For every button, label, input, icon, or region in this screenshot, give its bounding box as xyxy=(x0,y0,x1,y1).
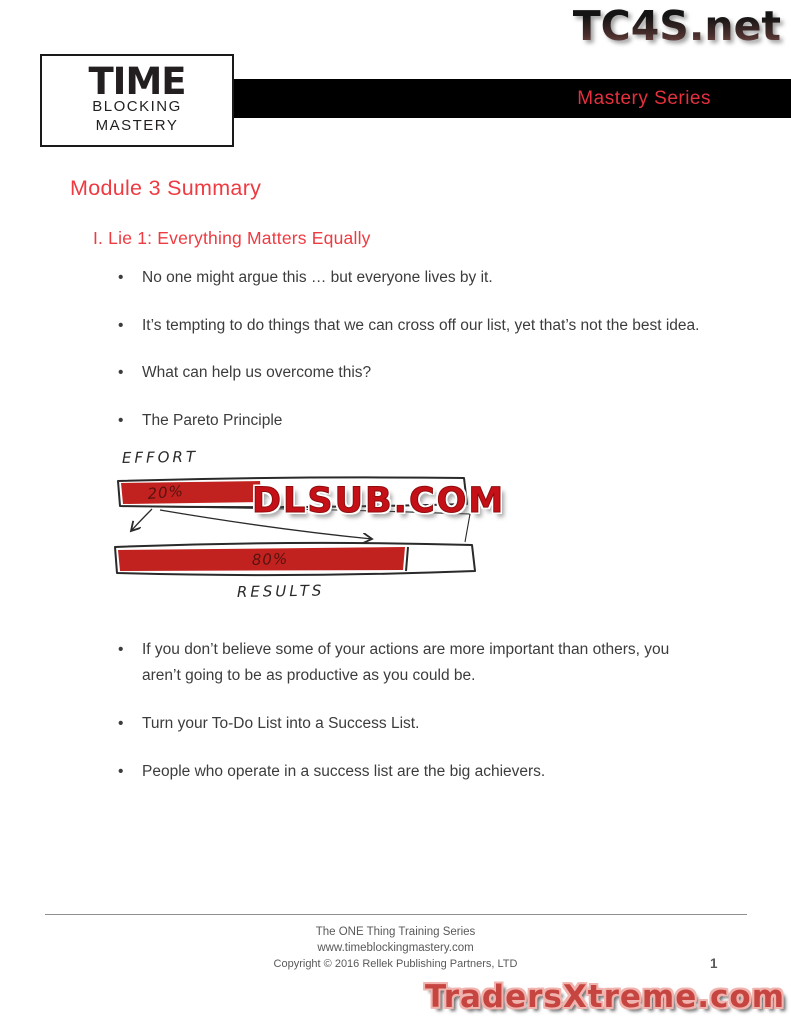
results-value: 80% xyxy=(251,549,289,569)
bullet-list-top xyxy=(118,265,730,435)
effort-label: EFFORT xyxy=(121,447,199,467)
list-item: • No one might argue this … but everyone lives by it. xyxy=(118,265,706,292)
tradersxtreme-watermark: TradersXtreme.com xyxy=(424,979,785,1015)
banner-label: Mastery Series xyxy=(577,87,711,109)
effort-bar-fill-20 xyxy=(121,481,262,504)
page-number: 1 xyxy=(710,956,718,971)
bullet-list-bottom xyxy=(118,637,730,786)
page-title: Module 3 Summary xyxy=(70,176,262,200)
footer-series: The ONE Thing Training Series xyxy=(315,926,476,938)
list-item: • The Pareto Principle xyxy=(118,408,706,435)
footer-copyright: Copyright © 2016 Rellek Publishing Partners, LTD xyxy=(273,958,518,970)
footer xyxy=(0,924,791,972)
logo-line-mastery: MASTERY xyxy=(95,117,179,135)
tc4s-watermark: TC4S.net xyxy=(572,2,781,50)
section-heading: I. Lie 1: Everything Matters Equally xyxy=(93,228,371,248)
logo-line-blocking: BLOCKING xyxy=(92,98,182,116)
arrow-to-results-left xyxy=(131,509,152,531)
list-item: • Turn your To-Do List into a Success List. xyxy=(118,711,706,738)
footer-website: www.timeblockingmastery.com xyxy=(317,942,474,954)
effort-value: 20% xyxy=(146,481,185,503)
results-divider-line xyxy=(406,547,408,571)
pareto-sketch-svg xyxy=(112,447,484,607)
logo-line-time: TIME xyxy=(88,60,186,104)
list-item: • People who operate in a success list are the big achievers. xyxy=(118,759,706,786)
list-item: • If you don’t believe some of your actions are more important than others, you aren’t going to be as productive as you could be. xyxy=(118,637,706,690)
list-item: • It’s tempting to do things that we can cross off our list, yet that’s not the best idea. xyxy=(118,313,706,340)
dlsub-watermark: DLSUB.COM xyxy=(252,481,506,521)
footer-divider xyxy=(45,914,747,915)
results-label: RESULTS xyxy=(236,581,325,601)
time-blocking-mastery-logo xyxy=(40,54,234,147)
list-item: • What can help us overcome this? xyxy=(118,360,706,387)
pareto-diagram xyxy=(112,447,484,607)
header-banner xyxy=(230,79,791,118)
